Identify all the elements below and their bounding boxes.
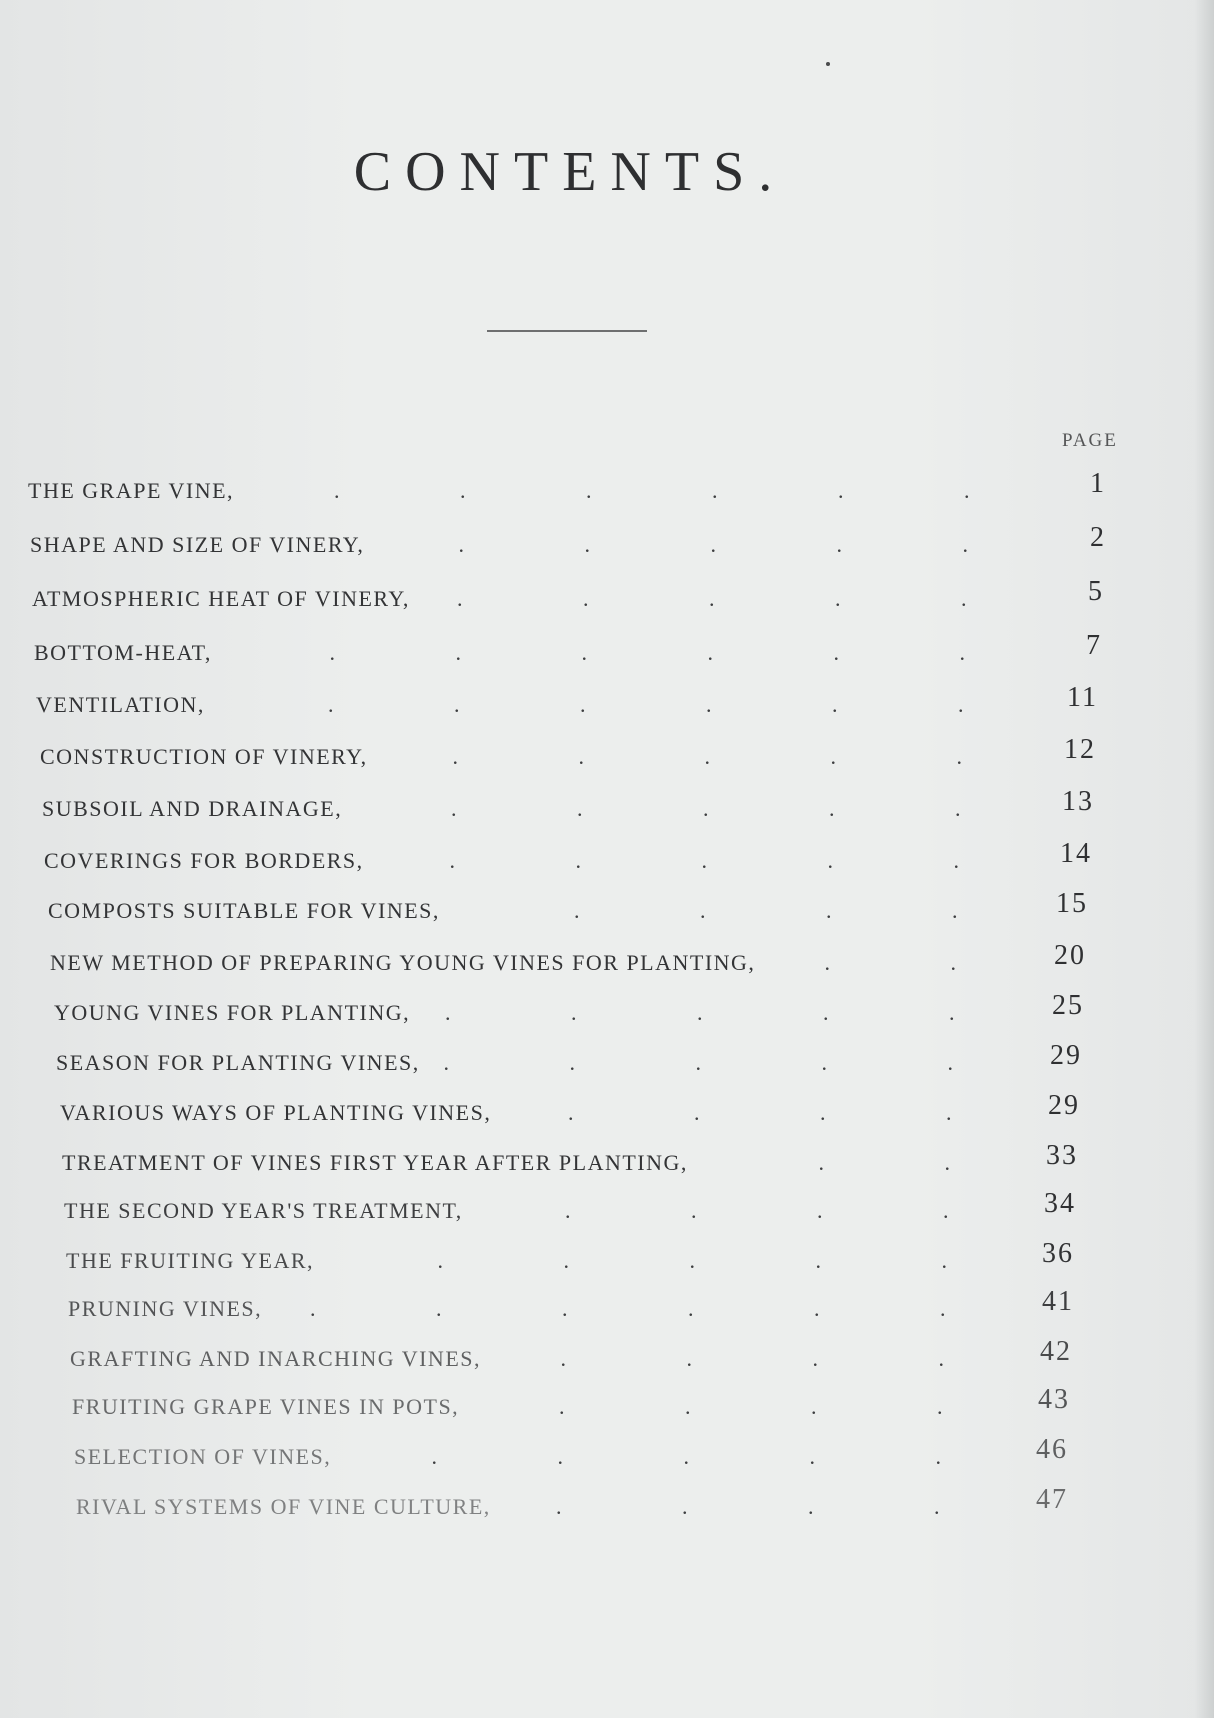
leader-dot: . (938, 1346, 944, 1371)
leader-dot: . (703, 796, 709, 821)
toc-entry-page: 34 (1044, 1188, 1076, 1219)
leader-dot: . (556, 1494, 562, 1519)
toc-entry-title: NEW METHOD OF PREPARING YOUNG VINES FOR PLANTING, (50, 950, 756, 975)
toc-entry-title: TREATMENT OF VINES FIRST YEAR AFTER PLANTING, (62, 1150, 688, 1175)
leader-dot: . (833, 640, 839, 665)
leader-dot: . (934, 1494, 940, 1519)
leader-dot: . (964, 478, 970, 503)
toc-entry (0, 1140, 1180, 1190)
toc-entry-page: 5 (1088, 576, 1104, 607)
toc-entry-title: SHAPE AND SIZE OF VINERY, (30, 532, 365, 557)
leader-dot: . (826, 898, 832, 923)
toc-entry (0, 522, 1180, 572)
toc-entry-title: THE GRAPE VINE, (28, 478, 235, 503)
leader-dot: . (431, 1444, 437, 1469)
toc-entry (0, 1286, 1180, 1336)
leader-dot: . (832, 692, 838, 717)
toc-entry-page: 41 (1042, 1286, 1074, 1317)
leader-dot: . (836, 532, 842, 557)
leader-dot: . (460, 478, 466, 503)
toc-entry-page: 20 (1054, 940, 1086, 971)
leader-dot: . (955, 796, 961, 821)
leader-dot: . (689, 1248, 695, 1273)
leader-dot: . (712, 478, 718, 503)
leader-dot: . (962, 532, 968, 557)
leader-dot: . (329, 640, 335, 665)
toc-entry-title: GRAFTING AND INARCHING VINES, (70, 1346, 481, 1371)
leader-dot: . (956, 744, 962, 769)
toc-entry-page: 12 (1064, 734, 1096, 765)
leader-dot: . (686, 1346, 692, 1371)
leader-dot: . (952, 898, 958, 923)
toc-entry (0, 1484, 1180, 1534)
leader-dot: . (574, 898, 580, 923)
toc-entry (0, 576, 1180, 626)
toc-entry-title: SELECTION OF VINES, (74, 1444, 332, 1469)
toc-entry-page: 11 (1067, 682, 1098, 713)
toc-entry-page: 43 (1038, 1384, 1070, 1415)
leader-dot: . (820, 1100, 826, 1125)
page-column-label: PAGE (1062, 430, 1118, 451)
toc-entry (0, 1238, 1180, 1288)
toc-entry-page: 25 (1052, 990, 1084, 1021)
leader-dot: . (577, 796, 583, 821)
leader-dot: . (808, 1494, 814, 1519)
leader-dot: . (328, 692, 334, 717)
leader-dot: . (817, 1198, 823, 1223)
page-title: CONTENTS. (353, 141, 787, 203)
toc-entry-page: 1 (1090, 468, 1106, 499)
leader-dot: . (694, 1100, 700, 1125)
leader-dot: . (451, 796, 457, 821)
leader-dot: . (559, 1394, 565, 1419)
toc-entry-title: VARIOUS WAYS OF PLANTING VINES, (60, 1100, 492, 1125)
toc-entry-page: 46 (1036, 1434, 1068, 1465)
toc-entry-page: 42 (1040, 1336, 1072, 1367)
leader-dot: . (691, 1198, 697, 1223)
toc-entry-title: RIVAL SYSTEMS OF VINE CULTURE, (76, 1494, 491, 1519)
leader-dot: . (562, 1296, 568, 1321)
leader-dot: . (950, 950, 956, 975)
leader-dot: . (683, 1444, 689, 1469)
toc-entry-title: PRUNING VINES, (68, 1296, 263, 1321)
leader-dot: . (830, 744, 836, 769)
leader-dot: . (560, 1346, 566, 1371)
leader-dot: . (701, 848, 707, 873)
leader-dot: . (944, 1150, 950, 1175)
leader-dot: . (580, 692, 586, 717)
toc-entry-page: 36 (1042, 1238, 1074, 1269)
leader-dot: . (569, 1050, 575, 1075)
leader-dot: . (458, 532, 464, 557)
toc-entry-page: 29 (1048, 1090, 1080, 1121)
leader-dot: . (443, 1050, 449, 1075)
leader-dot: . (941, 1248, 947, 1273)
leader-dot: . (709, 586, 715, 611)
leader-dot: . (838, 478, 844, 503)
leader-dot: . (937, 1394, 943, 1419)
leader-dot: . (812, 1346, 818, 1371)
leader-dot: . (334, 478, 340, 503)
toc-entry-title: THE SECOND YEAR'S TREATMENT, (64, 1198, 463, 1223)
toc-entry (0, 990, 1180, 1040)
toc-entry (0, 1384, 1180, 1434)
leader-dot: . (946, 1100, 952, 1125)
leader-dot: . (568, 1100, 574, 1125)
leader-dot: . (571, 1000, 577, 1025)
leader-dot: . (310, 1296, 316, 1321)
leader-dot: . (827, 848, 833, 873)
toc-entry-page: 7 (1086, 630, 1102, 661)
leader-dot: . (707, 640, 713, 665)
leader-dot: . (682, 1494, 688, 1519)
leader-dot: . (835, 586, 841, 611)
leader-dot: . (578, 744, 584, 769)
leader-dot: . (706, 692, 712, 717)
leader-dot: . (829, 796, 835, 821)
leader-dot: . (685, 1394, 691, 1419)
leader-dot: . (943, 1198, 949, 1223)
toc-entry (0, 630, 1180, 680)
leader-dot: . (811, 1394, 817, 1419)
leader-dot: . (809, 1444, 815, 1469)
leader-dot: . (953, 848, 959, 873)
toc-entry (0, 468, 1180, 518)
leader-dot: . (563, 1248, 569, 1273)
toc-entry-page: 2 (1090, 522, 1106, 553)
toc-entry (0, 1188, 1180, 1238)
toc-entry-title: YOUNG VINES FOR PLANTING, (54, 1000, 411, 1025)
leader-dot: . (958, 692, 964, 717)
toc-entry (0, 682, 1180, 732)
leader-dot: . (455, 640, 461, 665)
leader-dot: . (935, 1444, 941, 1469)
leader-dot: . (823, 1000, 829, 1025)
toc-entry-page: 33 (1046, 1140, 1078, 1171)
leader-dot: . (710, 532, 716, 557)
leader-dot: . (565, 1198, 571, 1223)
toc-entry (0, 1336, 1180, 1386)
leader-dot: . (454, 692, 460, 717)
leader-dot: . (557, 1444, 563, 1469)
toc-entry-title: THE FRUITING YEAR, (66, 1248, 314, 1273)
toc-entry-title: COVERINGS FOR BORDERS, (44, 848, 364, 873)
leader-dot: . (824, 950, 830, 975)
toc-entry (0, 838, 1180, 888)
leader-dot: . (436, 1296, 442, 1321)
toc-entry-title: COMPOSTS SUITABLE FOR VINES, (48, 898, 440, 923)
leader-dot: . (445, 1000, 451, 1025)
leader-dot: . (949, 1000, 955, 1025)
leader-dot: . (586, 478, 592, 503)
toc-entry-page: 47 (1036, 1484, 1068, 1515)
leader-dot: . (581, 640, 587, 665)
leader-dot: . (584, 532, 590, 557)
leader-dot: . (700, 898, 706, 923)
leader-dot: . (704, 744, 710, 769)
toc-entry-title: VENTILATION, (36, 692, 205, 717)
toc-entry-title: ATMOSPHERIC HEAT OF VINERY, (32, 586, 410, 611)
leader-dot: . (697, 1000, 703, 1025)
leader-dot: . (947, 1050, 953, 1075)
toc-entry-title: SEASON FOR PLANTING VINES, (56, 1050, 420, 1075)
toc-entry (0, 1040, 1180, 1090)
leader-dot: . (695, 1050, 701, 1075)
leader-dot: . (815, 1248, 821, 1273)
leader-dot: . (449, 848, 455, 873)
toc-entry (0, 940, 1180, 990)
toc-entry-title: BOTTOM-HEAT, (34, 640, 212, 665)
leader-dot: . (437, 1248, 443, 1273)
leader-dot: . (961, 586, 967, 611)
toc-entry-page: 14 (1060, 838, 1092, 869)
toc-entry-title: FRUITING GRAPE VINES IN POTS, (72, 1394, 460, 1419)
toc-entry-title: CONSTRUCTION OF VINERY, (40, 744, 368, 769)
leader-dot: . (814, 1296, 820, 1321)
leader-dot: . (818, 1150, 824, 1175)
leader-dot: . (575, 848, 581, 873)
toc-entry-page: 15 (1056, 888, 1088, 919)
leader-dot: . (959, 640, 965, 665)
leader-dot: . (452, 744, 458, 769)
leader-dot: . (821, 1050, 827, 1075)
leader-dot: . (940, 1296, 946, 1321)
toc-entry (0, 1090, 1180, 1140)
leader-dot: . (457, 586, 463, 611)
toc-entry (0, 786, 1180, 836)
toc-entry-page: 29 (1050, 1040, 1082, 1071)
toc-entry (0, 888, 1180, 938)
toc-entry-page: 13 (1062, 786, 1094, 817)
toc-entry (0, 1434, 1180, 1484)
toc-entry-title: SUBSOIL AND DRAINAGE, (42, 796, 343, 821)
leader-dot: . (688, 1296, 694, 1321)
toc-entry (0, 734, 1180, 784)
leader-dot: . (583, 586, 589, 611)
